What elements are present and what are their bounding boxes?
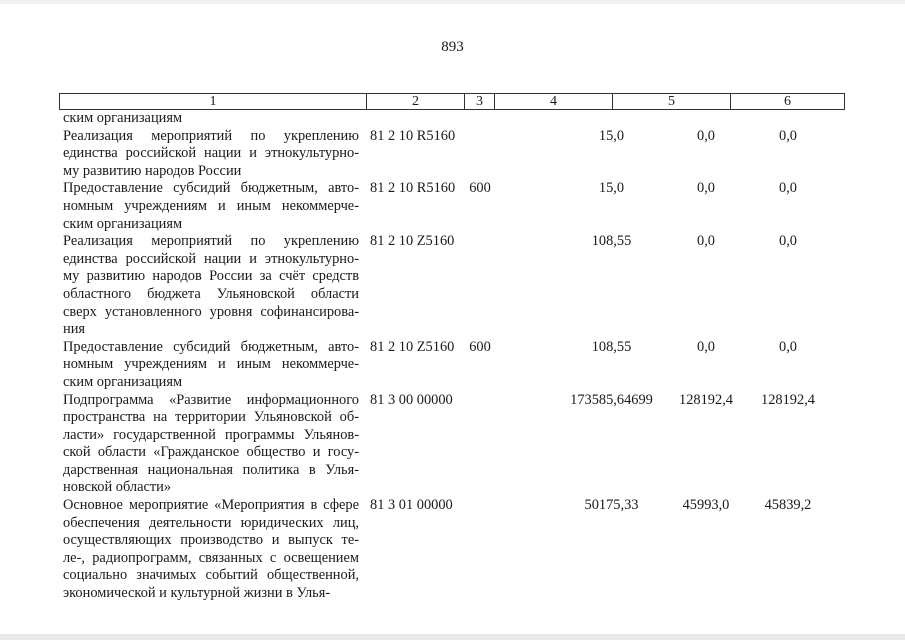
target-article-code: 81 3 00 00000 [370,391,453,408]
description-line: номным учреждениям и иным некоммерче- [63,356,359,373]
description-line: Основное мероприятие «Мероприятия в сфере [63,497,359,514]
description-line: ле-, радиопрограмм, связанных с освещением [63,549,359,566]
table-body [59,110,845,603]
budget-table [59,93,845,603]
amount-col-5: 0,0 [697,338,715,355]
description-line: Предоставление субсидий бюджетным, авто- [63,180,359,197]
amount-col-5: 0,0 [697,233,715,250]
description-line: ласти» государственной программы Ульянов- [63,426,359,443]
amount-col-6: 0,0 [779,233,797,250]
description-line: пространства на территории Ульяновской об- [63,409,359,426]
header-col-6: 6 [784,94,791,109]
amount-col-5: 0,0 [697,180,715,197]
scan-bottom-edge [0,634,905,640]
table-row [59,180,845,233]
description-line: ния [63,321,86,338]
description-line: новской области» [63,479,172,496]
amount-col-6: 128192,4 [761,391,815,408]
amount-col-6: 45839,2 [764,497,812,514]
description-line: ским организациям [63,373,183,390]
description-line: осуществляющих производство и выпуск те- [63,532,359,549]
table-row [59,128,845,181]
header-col-3: 3 [476,94,483,109]
table-row [59,233,845,339]
scan-top-edge [0,0,905,4]
row-description [59,392,359,498]
amount-col-4: 108,55 [591,338,632,355]
amount-col-4: 50175,33 [584,497,639,514]
table-header-row [59,93,845,110]
header-col-4: 4 [550,94,557,109]
description-line: ским организациям [63,215,183,232]
target-article-code: 81 2 10 Z5160 [370,233,455,250]
amount-col-4: 15,0 [598,180,625,197]
header-col-2: 2 [412,94,419,109]
page-number: 893 [441,39,464,55]
table-row [59,339,845,392]
description-line: Подпрограмма «Развитие информационного [63,391,359,408]
description-line: му развитию народов России за счёт средств [63,268,359,285]
amount-col-4: 108,55 [591,233,632,250]
table-row [59,110,845,128]
description-line: единства российской нации и этнокультурно- [63,250,359,267]
description-line: ским организациям [63,110,183,126]
description-line: Предоставление субсидий бюджетным, авто- [63,338,359,355]
row-description [59,233,359,339]
amount-col-6: 0,0 [779,180,797,197]
header-col-5: 5 [668,94,675,109]
description-line: сверх установленного уровня софинансирова- [63,303,359,320]
description-line: обеспечения деятельности юридических лиц, [63,514,359,531]
row-description [59,339,359,392]
description-line: ской области «Гражданское общество и госу- [63,444,359,461]
expense-type-code: 600 [469,180,491,197]
target-article-code: 81 3 01 00000 [370,497,453,514]
description-line: Реализация мероприятий по укреплению [63,127,359,144]
amount-col-5: 45993,0 [682,497,730,514]
amount-col-5: 0,0 [697,127,715,144]
header-col-1: 1 [209,94,217,109]
amount-col-6: 0,0 [779,338,797,355]
table-row [59,392,845,498]
description-line: единства российской нации и этнокультурно- [63,145,359,162]
target-article-code: 81 2 10 R5160 [370,180,456,197]
row-description [59,180,359,233]
description-line: му развитию народов России [63,162,242,179]
target-article-code: 81 2 10 R5160 [370,127,456,144]
description-line: номным учреждениям и иным некоммерче- [63,197,359,214]
amount-col-4: 173585,64699 [570,391,653,408]
row-description [59,497,359,603]
expense-type-code: 600 [469,338,491,355]
amount-col-6: 0,0 [779,127,797,144]
row-description [59,110,359,128]
description-line: областного бюджета Ульяновской области [63,285,359,302]
target-article-code: 81 2 10 Z5160 [370,338,455,355]
amount-col-4: 15,0 [598,127,625,144]
description-line: экономической и культурной жизни в Улья- [63,585,331,602]
description-line: Реализация мероприятий по укреплению [63,233,359,250]
row-description [59,128,359,181]
description-line: социально значимых событий общественной, [63,567,359,584]
description-line: дарственная национальная политика в Улья- [63,461,359,478]
table-row [59,497,845,603]
amount-col-5: 128192,4 [679,391,733,408]
